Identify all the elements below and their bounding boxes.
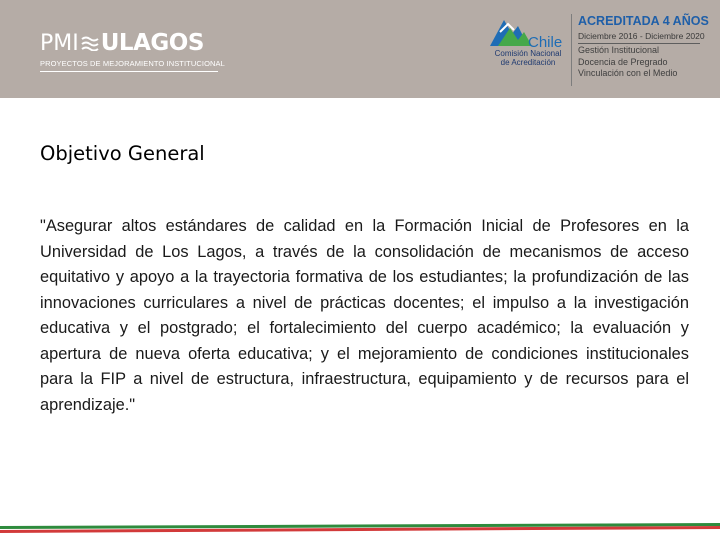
- section-title: Objetivo General: [40, 142, 205, 165]
- pmi-logo-subtitle: PROYECTOS DE MEJORAMIENTO INSTITUCIONAL: [40, 59, 225, 68]
- cna-name-text: [488, 50, 568, 67]
- waves-icon: [81, 35, 99, 51]
- objective-paragraph: "Asegurar altos estándares de calidad en la Formación Inicial de Profesores en la Universidad de Los Lagos, a través de la consolidación de mecanismos de acceso equitativo y apoyo a la trayectoria formativa de los estudiantes; la profundización de las innovaciones curriculares a nivel de prácticas docentes; el impulso a la investigación educativa y el postgrado; el fortalecimiento del cuerpo académico; la evaluación y apertura de nueva oferta educativa; y el mejoramiento de condiciones institucionales para la FIP a nivel de estructura, infraestructura, equipamiento y de recursos para el aprendizaje.": [40, 217, 689, 414]
- header-divider: [571, 14, 572, 86]
- accreditation-block: [578, 14, 718, 80]
- accreditation-title: ACREDITADA 4 AÑOS: [578, 14, 709, 28]
- cna-name-line1: Comisión Nacional: [494, 49, 562, 58]
- pmi-logo-text: PMI: [40, 30, 79, 56]
- ulagos-logo-text: ULAGOS: [100, 30, 204, 56]
- accreditation-rule: [578, 43, 700, 44]
- pmi-logo-underline: [40, 71, 218, 72]
- cna-chile-text: Chile: [528, 34, 563, 51]
- accreditation-area: Gestión Institucional: [578, 45, 660, 55]
- accreditation-area: Vinculación con el Medio: [578, 68, 678, 78]
- footer-decorative-bars: [0, 520, 720, 540]
- accreditation-dates: Diciembre 2016 - Diciembre 2020: [578, 31, 705, 41]
- cna-chile-logo: [488, 16, 568, 86]
- accreditation-area: Docencia de Pregrado: [578, 56, 668, 67]
- header-banner: [0, 0, 720, 98]
- accreditation-areas: [578, 45, 718, 80]
- pmi-ulagos-logo: [40, 28, 230, 78]
- cna-name-line2: de Acreditación: [500, 57, 556, 67]
